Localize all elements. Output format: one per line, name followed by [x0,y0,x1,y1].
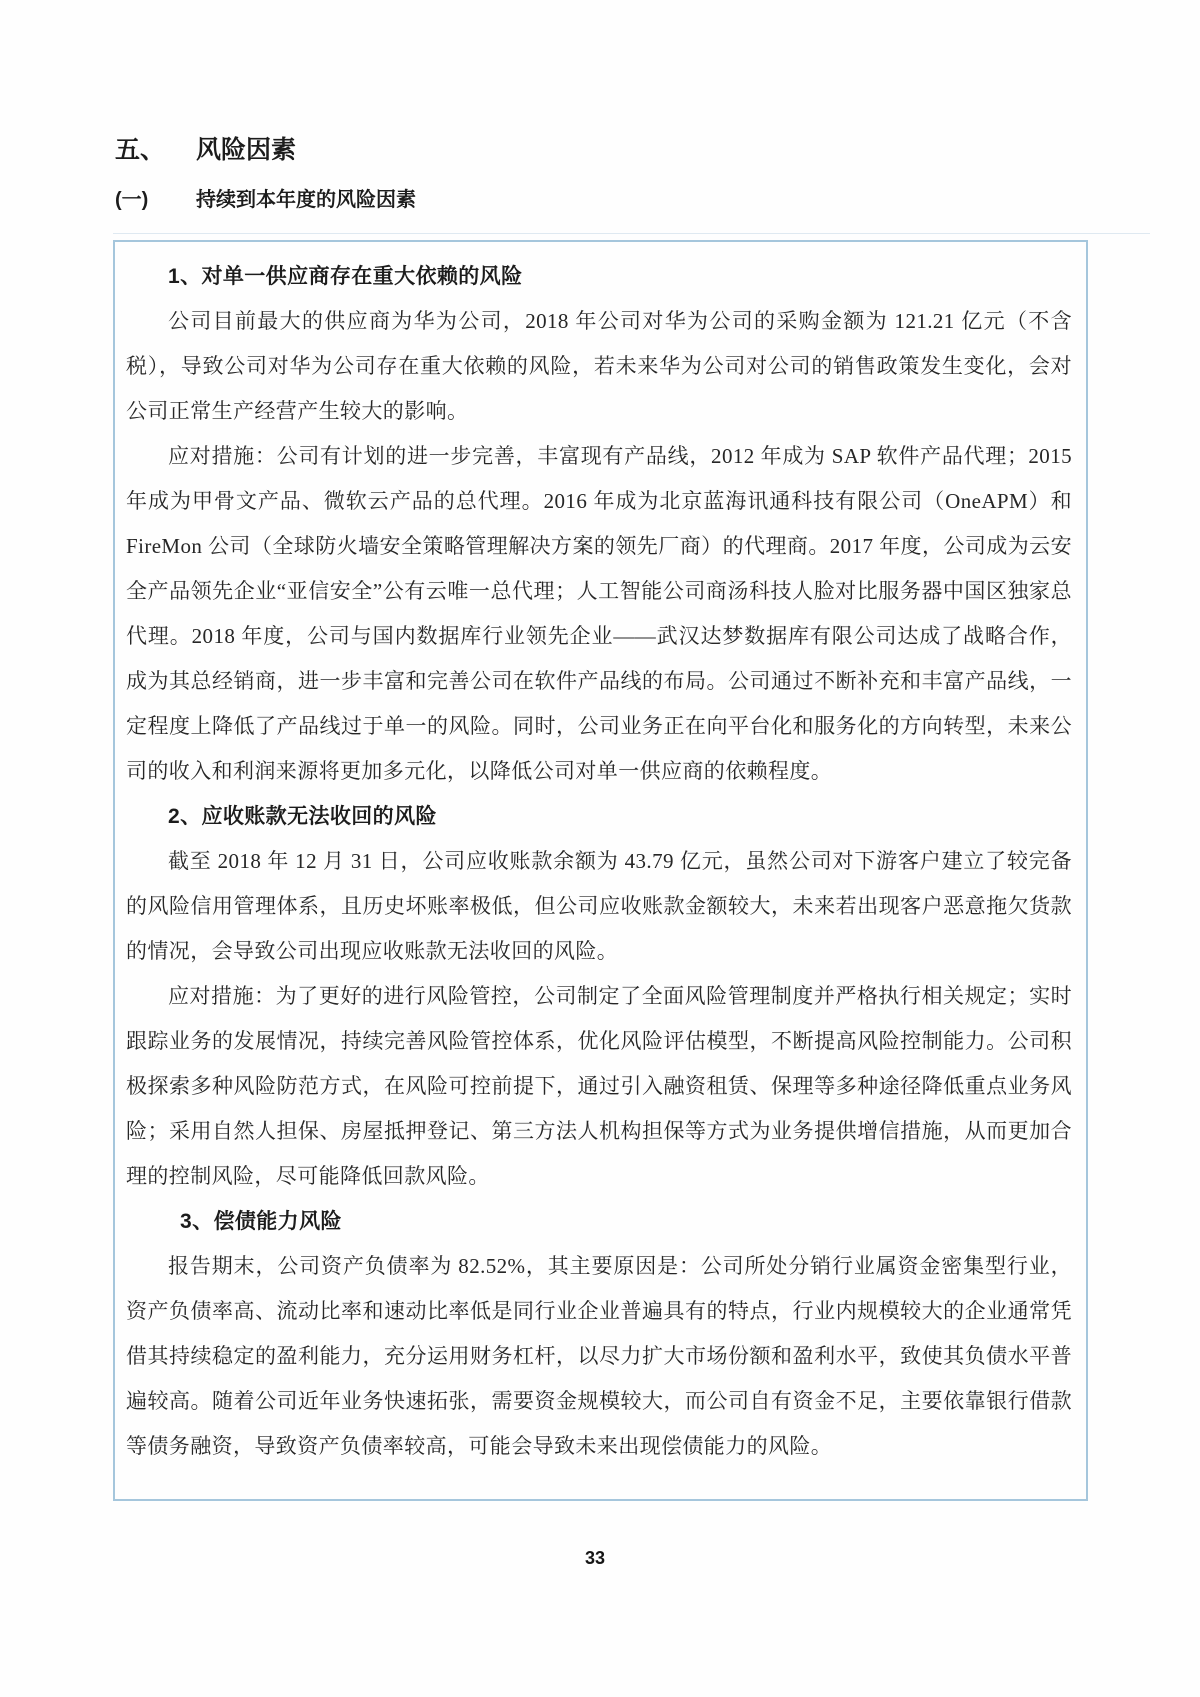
sub-heading-number: (一) [115,189,149,211]
risk-section-3-title: 3、偿债能力风险 [180,1210,342,1233]
risk-section-2-paragraph: 应对措施：为了更好的进行风险管控，公司制定了全面风险管理制度并严格执行相关规定；实时跟踪业务的发展情况，持续完善风险管控体系，优化风险评估模型，不断提高风险控制能力。公司积极探索多种风险防范方式，在风险可控前提下，通过引入融资租赁、保理等多种途径降低重点业务风险；采用自然人担保、房屋抵押登记、第三方法人机构担保等方式为业务提供增信措施，从而更加合理的控制风险，尽可能降低回款风险。 [126,984,1072,1188]
section-heading-number: 五、 [115,136,166,164]
risk-section-1-paragraph: 应对措施：公司有计划的进一步完善，丰富现有产品线，2012 年成为 SAP 软件产品代理；2015 年成为甲骨文产品、微软云产品的总代理。2016 年成为北京蓝海讯通科技有限公司（OneAPM）和 FireMon 公司（全球防火墙安全策略管理解决方案的领先厂商）的代理商。2017 年度，公司成为云安全产品领先企业“亚信安全”公有云唯一总代理；人工智能公司商汤科技人脸对比服务器中国区独家总代理。2018 年度，公司与国内数据库行业领先企业——武汉达梦数据库有限公司达成了战略合作，成为其总经销商，进一步丰富和完善公司在软件产品线的布局。公司通过不断补充和丰富产品线，一定程度上降低了产品线过于单一的风险。同时，公司业务正在向平台化和服务化的方向转型，未来公司的收入和利润来源将更加多元化，以降低公司对单一供应商的依赖程度。 [126,444,1072,783]
risk-section-2 [126,794,1072,1199]
divider-line [113,233,1150,234]
risk-section-1-paragraph: 公司目前最大的供应商为华为公司，2018 年公司对华为公司的采购金额为 121.21 亿元（不含税），导致公司对华为公司存在重大依赖的风险，若未来华为公司对公司的销售政策发生变化，会对公司正常生产经营产生较大的影响。 [126,309,1072,423]
risk-section-3 [126,1199,1072,1469]
sub-heading-title: 持续到本年度的风险因素 [196,189,416,211]
risk-section-2-paragraph: 截至 2018 年 12 月 31 日，公司应收账款余额为 43.79 亿元，虽然公司对下游客户建立了较完备的风险信用管理体系，且历史坏账率极低，但公司应收账款金额较大，未来若出现客户恶意拖欠货款的情况，会导致公司出现应收账款无法收回的风险。 [126,849,1072,963]
risk-section-1 [126,254,1072,794]
risk-factors-box [113,240,1088,1501]
section-heading-title: 风险因素 [196,136,297,164]
risk-section-2-title: 2、应收账款无法收回的风险 [168,805,437,828]
risk-section-1-title: 1、对单一供应商存在重大依赖的风险 [168,265,523,288]
section-heading [115,130,296,166]
page-number: 33 [584,1548,606,1568]
risk-section-3-paragraph: 报告期末，公司资产负债率为 82.52%，其主要原因是：公司所处分销行业属资金密集型行业，资产负债率高、流动比率和速动比率低是同行业企业普遍具有的特点，行业内规模较大的企业通常凭借其持续稳定的盈利能力，充分运用财务杠杆，以尽力扩大市场份额和盈利水平，致使其负债水平普遍较高。随着公司近年业务快速拓张，需要资金规模较大，而公司自有资金不足，主要依靠银行借款等债务融资，导致资产负债率较高，可能会导致未来出现偿债能力的风险。 [126,1254,1072,1458]
sub-heading [115,183,416,212]
